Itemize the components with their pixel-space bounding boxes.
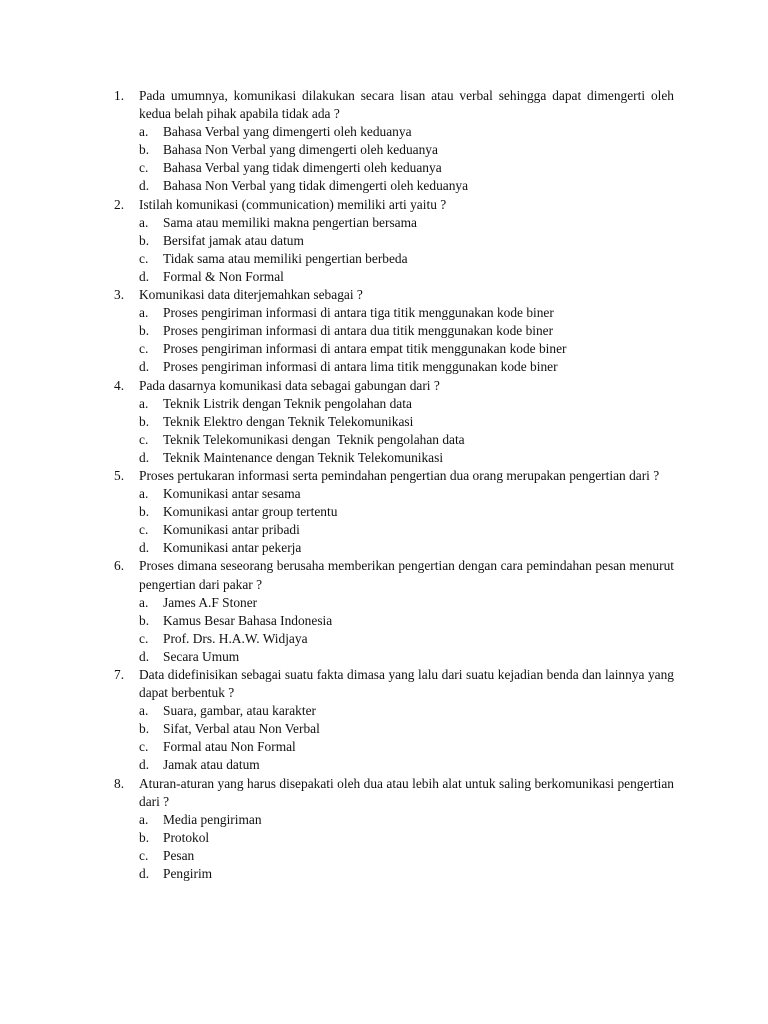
option-d [139, 177, 674, 195]
option-c [139, 521, 674, 539]
option-text: Formal & Non Formal [163, 268, 284, 284]
option-d [139, 268, 674, 286]
option-b [139, 612, 674, 630]
option-label: d. [139, 648, 150, 664]
option-text: Prof. Drs. H.A.W. Widjaya [163, 630, 308, 646]
option-text: Teknik Maintenance dengan Teknik Telekomunikasi [163, 449, 444, 465]
option-label: d. [139, 268, 150, 284]
option-a [139, 594, 674, 612]
option-label: a. [139, 124, 149, 140]
option-text: Teknik Listrik dengan Teknik pengolahan data [163, 395, 412, 411]
question-8 [114, 775, 674, 884]
question-7 [114, 666, 674, 775]
option-c [139, 847, 674, 865]
option-label: d. [139, 449, 150, 465]
option-b [139, 322, 674, 340]
option-text: Komunikasi antar sesama [163, 486, 301, 502]
option-c [139, 630, 674, 648]
option-text: Formal atau Non Formal [163, 739, 296, 755]
question-3 [114, 286, 674, 376]
option-a [139, 304, 674, 322]
question-number: 5. [114, 467, 125, 483]
question-number: 2. [114, 196, 125, 212]
option-c [139, 431, 674, 449]
option-text: Secara Umum [163, 648, 240, 664]
options-list [139, 485, 674, 557]
option-label: a. [139, 305, 149, 321]
option-label: d. [139, 540, 150, 556]
option-label: a. [139, 811, 149, 827]
option-label: c. [139, 431, 149, 447]
option-label: d. [139, 178, 150, 194]
option-label: a. [139, 486, 149, 502]
option-text: Media pengiriman [163, 811, 262, 827]
option-text: Teknik Elektro dengan Teknik Telekomunikasi [163, 413, 414, 429]
option-label: c. [139, 630, 149, 646]
option-text: Kamus Besar Bahasa Indonesia [163, 612, 333, 628]
option-label: a. [139, 395, 149, 411]
option-label: b. [139, 829, 150, 845]
option-d [139, 449, 674, 467]
option-text: Bahasa Verbal yang dimengerti oleh keduanya [163, 124, 412, 140]
option-c [139, 250, 674, 268]
question-text: Pada dasarnya komunikasi data sebagai gabungan dari ? [139, 377, 440, 393]
option-label: c. [139, 847, 149, 863]
option-b [139, 503, 674, 521]
question-number: 4. [114, 377, 125, 393]
options-list [139, 123, 674, 195]
option-a [139, 485, 674, 503]
question-number: 7. [114, 667, 125, 682]
option-b [139, 413, 674, 431]
option-label: d. [139, 866, 150, 882]
question-number: 1. [114, 88, 125, 103]
option-text: Suara, gambar, atau karakter [163, 703, 317, 719]
option-text: Proses pengiriman informasi di antara lima titik menggunakan kode biner [163, 359, 558, 375]
option-text: Proses pengiriman informasi di antara dua titik menggunakan kode biner [163, 323, 554, 339]
option-b [139, 232, 674, 250]
options-list [139, 214, 674, 286]
option-b [139, 141, 674, 159]
option-label: d. [139, 757, 150, 773]
option-d [139, 539, 674, 557]
option-text: Bahasa Non Verbal yang dimengerti oleh keduanya [163, 142, 438, 158]
options-list [139, 702, 674, 774]
question-2 [114, 196, 674, 286]
question-text: Proses pertukaran informasi serta pemindahan pengertian dua orang merupakan pengertian dari ? [139, 467, 660, 483]
option-text: Proses pengiriman informasi di antara tiga titik menggunakan kode biner [163, 305, 554, 321]
option-label: c. [139, 341, 149, 357]
option-text: Komunikasi antar group tertentu [163, 504, 338, 520]
option-b [139, 720, 674, 738]
question-number: 3. [114, 287, 125, 303]
question-text: Proses dimana seseorang berusaha memberikan pengertian dengan cara pemindahan pesan menurut pengertian dari pakar ? [139, 558, 674, 592]
option-text: Bahasa Non Verbal yang tidak dimengerti oleh keduanya [163, 178, 469, 194]
option-text: Tidak sama atau memiliki pengertian berbeda [163, 250, 408, 266]
option-label: d. [139, 359, 150, 375]
option-label: b. [139, 721, 150, 737]
question-number: 6. [114, 558, 125, 574]
option-text: Bersifat jamak atau datum [163, 232, 304, 248]
question-text: Data didefinisikan sebagai suatu fakta dimasa yang lalu dari suatu kejadian benda dan lainnya yang dapat berbentuk ? [139, 667, 674, 701]
option-label: a. [139, 214, 149, 230]
option-a [139, 811, 674, 829]
option-text: James A.F Stoner [163, 594, 258, 610]
option-text: Sifat, Verbal atau Non Verbal [163, 721, 320, 737]
option-c [139, 340, 674, 358]
option-c [139, 738, 674, 756]
option-text: Pesan [163, 847, 195, 863]
option-text: Pengirim [163, 866, 213, 882]
option-a [139, 395, 674, 413]
option-text: Proses pengiriman informasi di antara empat titik menggunakan kode biner [163, 341, 567, 357]
option-text: Sama atau memiliki makna pengertian bersama [163, 214, 417, 230]
option-label: c. [139, 160, 149, 176]
option-b [139, 829, 674, 847]
option-d [139, 648, 674, 666]
options-list [139, 304, 674, 376]
option-label: b. [139, 413, 150, 429]
option-label: b. [139, 142, 150, 158]
option-text: Komunikasi antar pribadi [163, 522, 300, 538]
option-text: Bahasa Verbal yang tidak dimengerti oleh keduanya [163, 160, 442, 176]
option-label: c. [139, 739, 149, 755]
question-list [114, 87, 674, 883]
option-d [139, 865, 674, 883]
option-label: b. [139, 232, 150, 248]
option-d [139, 358, 674, 376]
option-label: c. [139, 250, 149, 266]
option-label: b. [139, 612, 150, 628]
option-label: b. [139, 504, 150, 520]
options-list [139, 811, 674, 883]
option-text: Protokol [163, 829, 210, 845]
option-a [139, 214, 674, 232]
question-number: 8. [114, 775, 125, 791]
question-6 [114, 557, 674, 666]
question-1 [114, 87, 674, 196]
question-4 [114, 377, 674, 467]
option-label: a. [139, 703, 149, 719]
option-a [139, 702, 674, 720]
options-list [139, 395, 674, 467]
question-text: Aturan-aturan yang harus disepakati oleh dua atau lebih alat untuk saling berkomunikasi pengertian dari ? [139, 775, 674, 809]
options-list [139, 594, 674, 666]
option-d [139, 756, 674, 774]
option-text: Teknik Telekomunikasi dengan Teknik pengolahan data [163, 431, 465, 447]
question-text: Istilah komunikasi (communication) memiliki arti yaitu ? [139, 196, 447, 212]
option-label: c. [139, 522, 149, 538]
option-text: Komunikasi antar pekerja [163, 540, 302, 556]
question-5 [114, 467, 674, 557]
question-text: Pada umumnya, komunikasi dilakukan secara lisan atau verbal sehingga dapat dimengerti oleh kedua belah pihak apabila tidak ada ? [139, 88, 674, 122]
option-text: Jamak atau datum [163, 757, 260, 773]
option-label: b. [139, 323, 150, 339]
option-c [139, 159, 674, 177]
option-label: a. [139, 594, 149, 610]
question-text: Komunikasi data diterjemahkan sebagai ? [139, 287, 363, 303]
option-a [139, 123, 674, 141]
